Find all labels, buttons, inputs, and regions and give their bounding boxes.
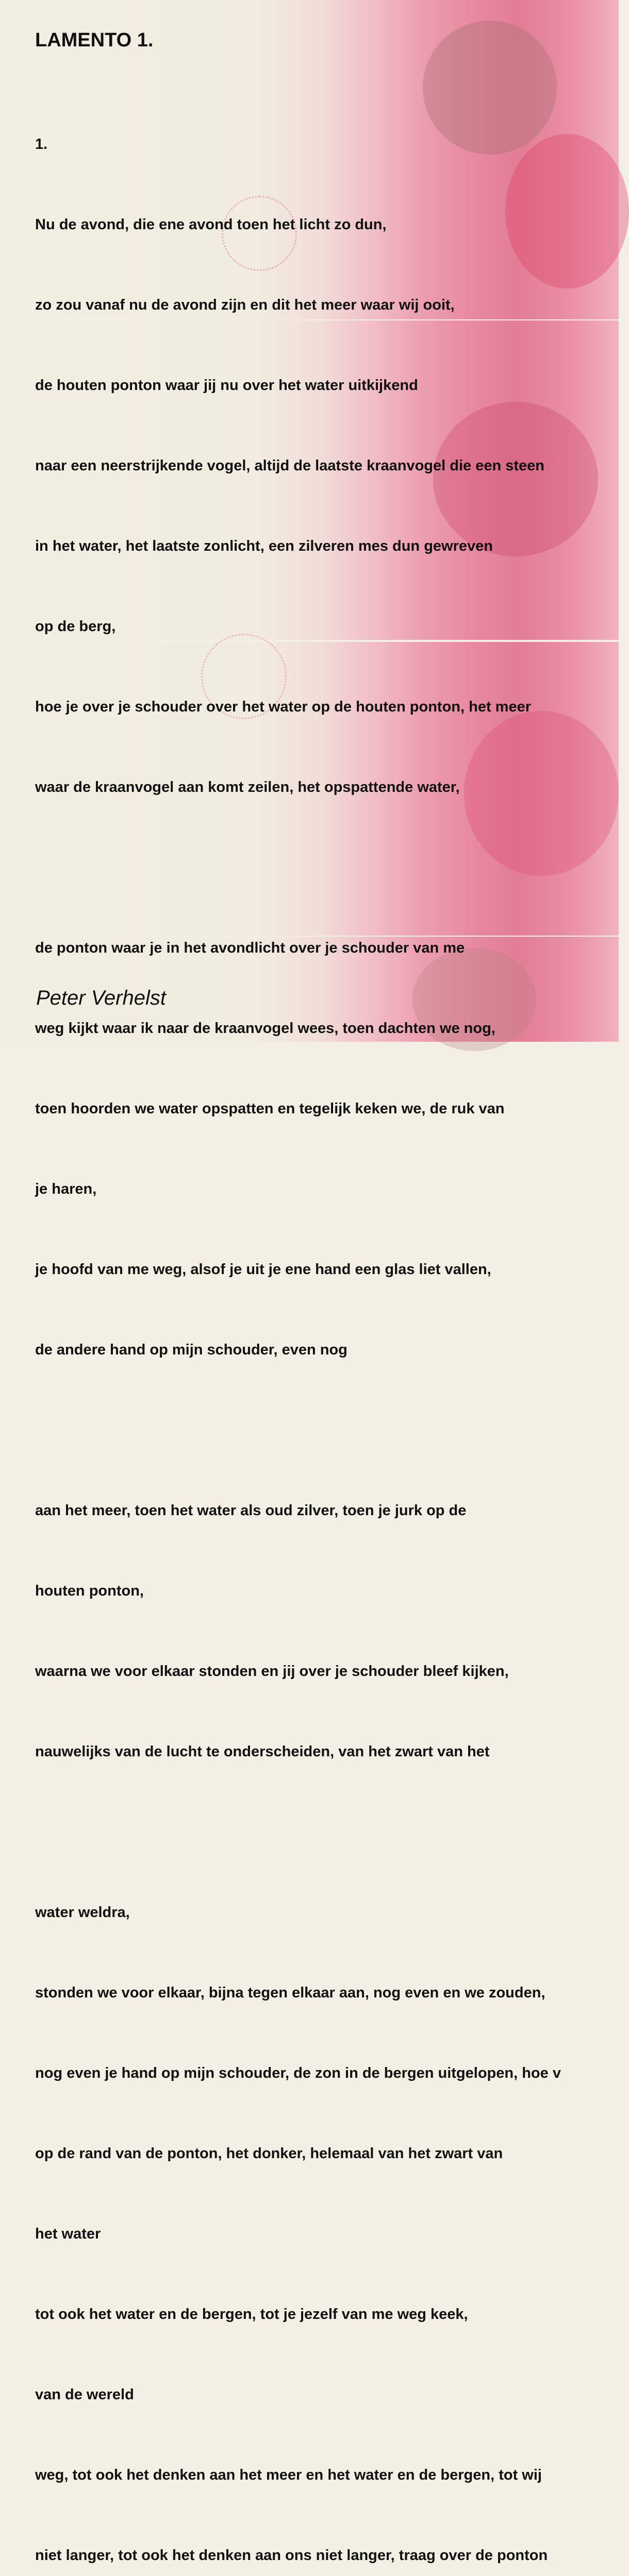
- poem-line: van de wereld: [35, 2386, 134, 2403]
- poem-line: [35, 1417, 619, 1444]
- poem-line: water weldra,: [35, 1904, 130, 1921]
- poem-line: naar een neerstrijkende vogel, altijd de laatste kraanvogel die een steen: [35, 457, 545, 474]
- poem-line: waarna we voor elkaar stonden en jij over je schouder bleef kijken,: [35, 1663, 509, 1680]
- poem-line: houten ponton,: [35, 1583, 144, 1599]
- poem-line: de ponton waar je in het avondlicht over je schouder van me: [35, 940, 465, 956]
- poem-line: op de rand van de ponton, het donker, helemaal van het zwart van: [35, 2145, 503, 2162]
- poem-line: het water: [35, 2226, 101, 2242]
- poem-line: in het water, het laatste zonlicht, een zilveren mes dun gewreven: [35, 538, 493, 554]
- poem-line: de houten ponton waar jij nu over het water uitkijkend: [35, 377, 418, 394]
- poem-content: [35, 25, 619, 2576]
- poem-line: hoe je over je schouder over het water op de houten ponton, het meer: [35, 699, 531, 715]
- poem-line: nog even je hand op mijn schouder, de zon in de bergen uitgelopen, hoe v: [35, 2065, 561, 2081]
- poem-line: stonden we voor elkaar, bijna tegen elkaar aan, nog even en we zouden,: [35, 1985, 545, 2001]
- poem-line: aan het meer, toen het water als oud zilver, toen je jurk op de: [35, 1502, 467, 1519]
- poem-line: nauwelijks van de lucht te onderscheiden, van het zwart van het: [35, 1743, 490, 1760]
- poem-line: de andere hand op mijn schouder, even nog: [35, 1342, 347, 1358]
- poem-line: op de berg,: [35, 618, 116, 635]
- poem-body: [35, 77, 619, 2576]
- poem-author: Peter Verhelst: [36, 987, 166, 1009]
- poem-title: LAMENTO 1.: [35, 29, 154, 51]
- poem-line: toen hoorden we water opspatten en tegelijk keken we, de ruk van: [35, 1100, 505, 1117]
- poem-line: je hoofd van me weg, alsof je uit je ene hand een glas liet vallen,: [35, 1261, 491, 1278]
- poem-line: weg kijkt waar ik naar de kraanvogel wees, toen dachten we nog,: [35, 1020, 495, 1037]
- poem-line: waar de kraanvogel aan komt zeilen, het opspattende water,: [35, 779, 460, 795]
- poem-line: Nu de avond, die ene avond toen het licht zo dun,: [35, 216, 387, 233]
- poem-line: je haren,: [35, 1181, 97, 1197]
- poem-line: 1.: [35, 136, 48, 152]
- poem-line: [35, 1819, 619, 1845]
- poem-line: tot ook het water en de bergen, tot je jezelf van me weg keek,: [35, 2306, 468, 2323]
- poem-line: niet langer, tot ook het denken aan ons niet langer, traag over de ponton: [35, 2547, 548, 2564]
- poem-line: [35, 854, 619, 881]
- poem-line: zo zou vanaf nu de avond zijn en dit het meer waar wij ooit,: [35, 297, 455, 313]
- poem-line: weg, tot ook het denken aan het meer en het water en de bergen, tot wij: [35, 2467, 542, 2483]
